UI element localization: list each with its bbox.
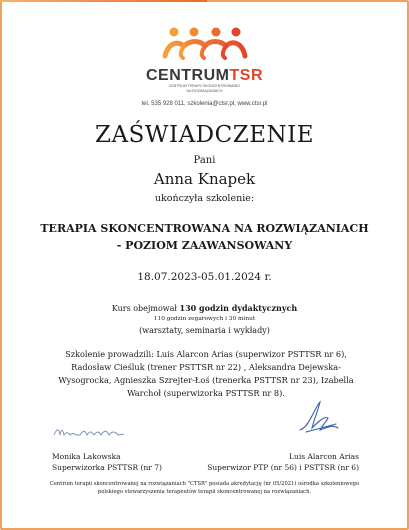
- contact-info: tel. 535 928 011, szkolenia@ctsr.pl, www.ctsr.pl: [141, 101, 268, 107]
- signature-right-image: [296, 398, 342, 438]
- trainers-text: Szkolenie prowadzili: Luis Alarcon Arias (superwizor PSTTSR nr 6), Radosław Cieśluk (trener PSTTSR nr 22) , Aleksandra Dejewska-Wysogrocka, Agnieszka Szrejter-Łoś (trenerka PSTTSR nr 23), Izabella Warchoł (superwizorka PSTTSR nr 8).: [58, 349, 354, 398]
- salutation: Pani: [193, 155, 216, 166]
- accreditation-footer: Centrum terapii skoncentrowanej na rozwiązaniach "CTSR" posiada akredytację (nr 05/2021) ośrodka szkoleniowego polskiego stowarzyszenia terapeutów terapii skoncentrowanej na rozwiązaniach.: [49, 481, 360, 495]
- course-forms: (warsztaty, seminaria i wykłady): [139, 326, 270, 335]
- signer-right-role: Superwizor PTP (nr 56) i PSTTSR (nr 6): [207, 463, 359, 472]
- course-dates: 18.07.2023-05.01.2024 r.: [137, 271, 272, 283]
- completed-text: ukończyła szkolenie:: [154, 193, 255, 204]
- signer-left-name: Monika Lakowska: [52, 452, 121, 461]
- brand-name: CENTRUMTSR: [146, 67, 263, 84]
- brand-tagline: CENTRUM TERAPII SKONCENTROWANEJ NA ROZWIĄZANIACH: [168, 84, 241, 93]
- signer-right-name: Luis Alarcon Arias: [289, 452, 359, 461]
- course-hours: Kurs obejmował 130 godzin dydaktycznych: [111, 303, 298, 313]
- signature-left: [52, 451, 162, 473]
- signature-left-image: [52, 424, 132, 440]
- signer-left-role: Superwizorka PSTTSR (nr 7): [52, 463, 162, 472]
- signature-right: [207, 451, 359, 473]
- ctsr-logo: [0, 26, 409, 60]
- certificate-title: ZAŚWIADCZENIE: [95, 122, 314, 148]
- course-hours-sub: 110 godzin zegarowych i 30 minut: [153, 316, 256, 322]
- recipient-name: Anna Knapek: [153, 170, 256, 188]
- people-logo-icon: [162, 26, 248, 60]
- course-title: TERAPIA SKONCENTROWANA NA ROZWIĄZANIACH - POZIOM ZAAWANSOWANY: [40, 222, 369, 252]
